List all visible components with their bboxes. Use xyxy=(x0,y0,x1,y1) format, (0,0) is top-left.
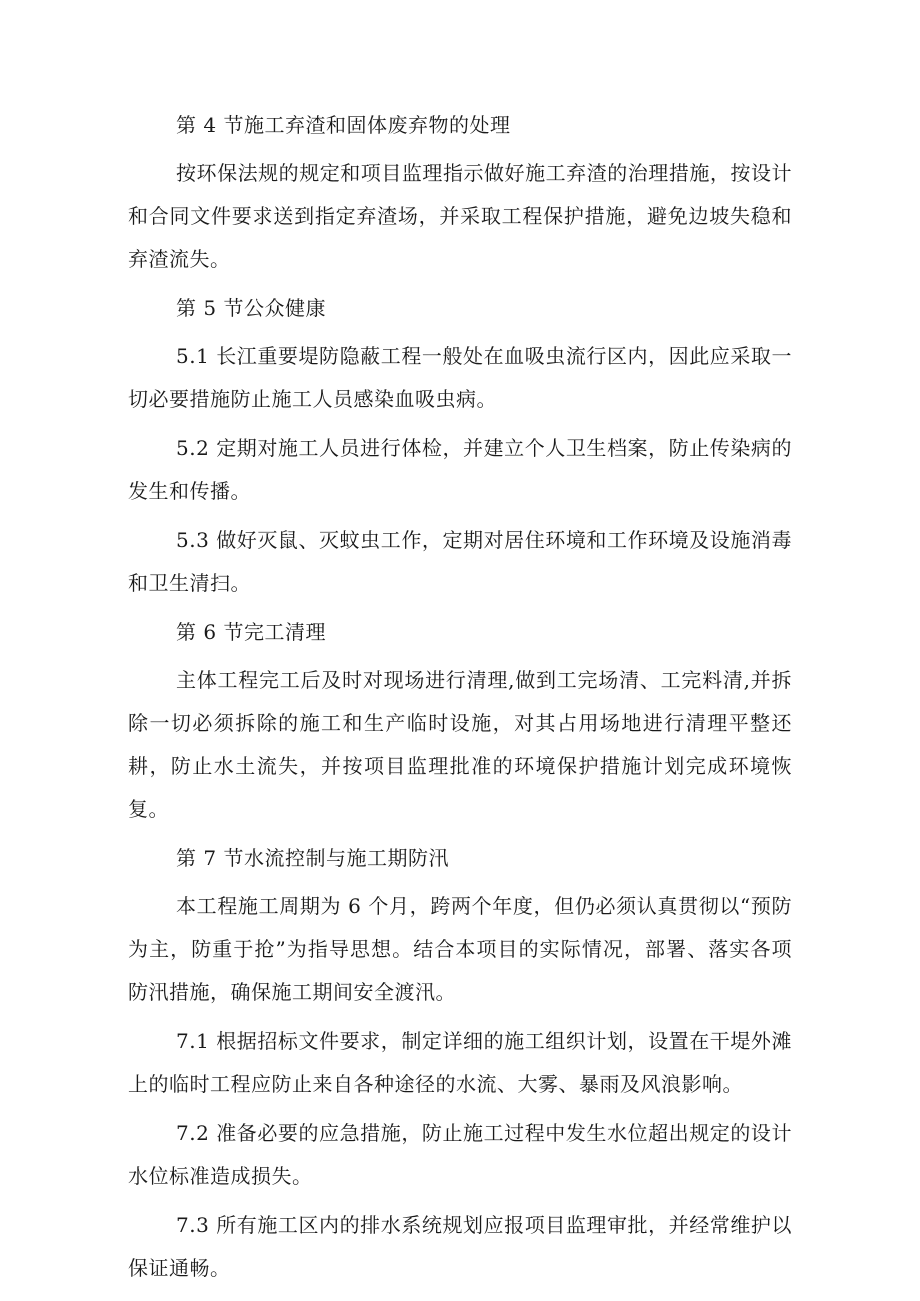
section-5-3-paragraph: 5.3 做好灭鼠、灭蚊虫工作，定期对居住环境和工作环境及设施消毒和卫生清扫。 xyxy=(128,528,792,595)
section-5-1-paragraph: 5.1 长江重要堤防隐蔽工程一般处在血吸虫流行区内，因此应采取一切必要措施防止施工人员感染血吸虫病。 xyxy=(128,344,792,411)
document-body xyxy=(128,104,792,1296)
section-6-heading: 第 6 节完工清理 xyxy=(176,620,326,644)
section-7-1-paragraph: 7.1 根据招标文件要求，制定详细的施工组织计划，设置在干堤外滩上的临时工程应防止来自各种途径的水流、大雾、暴雨及风浪影响。 xyxy=(128,1029,792,1096)
section-7-intro-paragraph: 本工程施工周期为 6 个月，跨两个年度，但仍必须认真贯彻以“预防为主，防重于抢”为指导思想。结合本项目的实际情况，部署、落实各项防汛措施，确保施工期间安全渡汛。 xyxy=(128,894,792,1004)
section-7-3-paragraph: 7.3 所有施工区内的排水系统规划应报项目监理审批，并经常维护以保证通畅。 xyxy=(128,1213,792,1280)
section-5-heading: 第 5 节公众健康 xyxy=(176,296,326,320)
section-6-paragraph-1: 主体工程完工后及时对现场进行清理,做到工完场清、工完料清,并拆除一切必须拆除的施工和生产临时设施，对其占用场地进行清理平整还耕，防止水土流失，并按项目监理批准的环境保护措施计划完成环境恢复。 xyxy=(128,668,792,821)
section-5-2-paragraph: 5.2 定期对施工人员进行体检，并建立个人卫生档案，防止传染病的发生和传播。 xyxy=(128,436,792,503)
section-4-paragraph-1: 按环保法规的规定和项目监理指示做好施工弃渣的治理措施，按设计和合同文件要求送到指定弃渣场，并采取工程保护措施，避免边坡失稳和弃渣流失。 xyxy=(128,161,792,271)
section-7-2-paragraph: 7.2 准备必要的应急措施，防止施工过程中发生水位超出规定的设计水位标准造成损失。 xyxy=(128,1121,792,1188)
section-4-heading: 第 4 节施工弃渣和固体废弃物的处理 xyxy=(176,113,511,137)
section-7-heading: 第 7 节水流控制与施工期防汛 xyxy=(176,846,449,870)
